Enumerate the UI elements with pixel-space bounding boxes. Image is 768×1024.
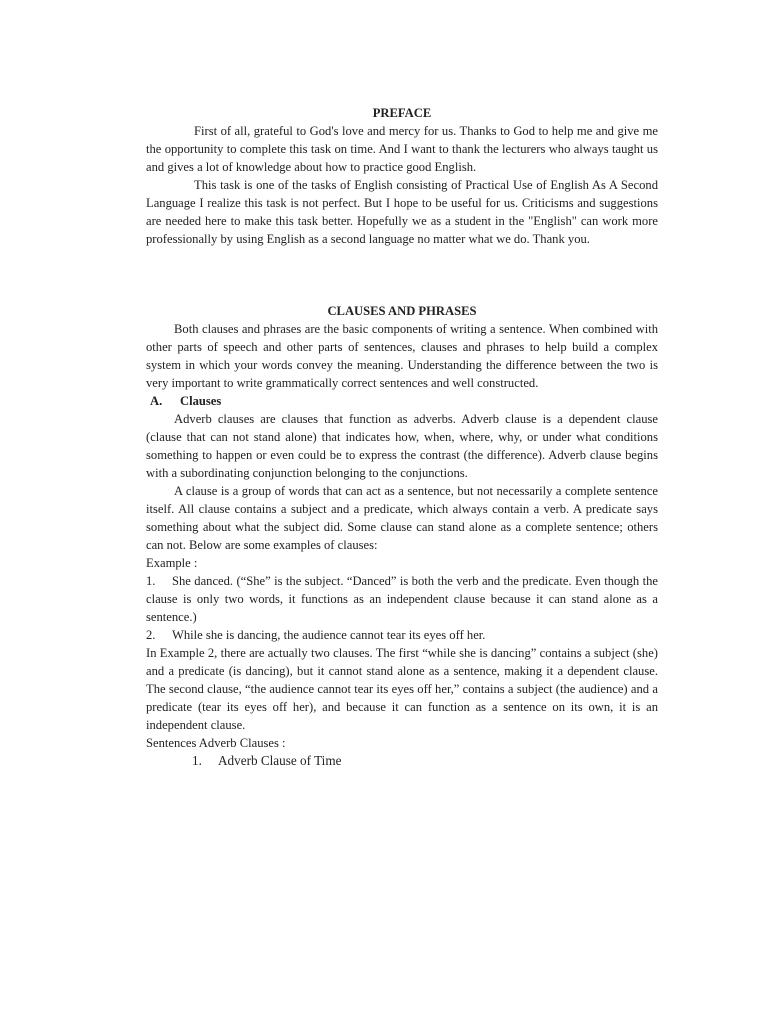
preface-title: PREFACE: [372, 106, 432, 120]
example-item-2-number: 2.: [146, 628, 156, 642]
example-explanation-paragraph: In Example 2, there are actually two clauses. The first “while she is dancing” contains a subject (she) and a predicate (is dancing), but it cannot stand alone as a sentence, making it a dependent clause. The second clause, “the audience cannot tear its eyes off her,” contains a subject (the audience) and a predicate (tear its eyes off her), and because it can function as a sentence on its own, it is an independent clause.: [146, 646, 658, 732]
section-a-heading: [146, 392, 658, 410]
adverb-clause-of-time-heading: [146, 752, 658, 770]
adverb-clause-of-time-label: Adverb Clause of Time: [218, 753, 342, 768]
example-item-2: [146, 626, 658, 644]
example-item-2-text: While she is dancing, the audience cannot tear its eyes off her.: [172, 628, 486, 642]
example-label: Example :: [146, 556, 198, 570]
section-a-label: Clauses: [180, 394, 222, 408]
clauses-phrases-title: CLAUSES AND PHRASES: [327, 304, 477, 318]
section-a-letter: A.: [150, 394, 163, 408]
sentences-adverb-clauses-label: Sentences Adverb Clauses :: [146, 736, 286, 750]
page-content: [146, 104, 658, 770]
clause-definition-paragraph: A clause is a group of words that can act as a sentence, but not necessarily a complete sentence itself. All clause contains a subject and a predicate, which always contain a verb. A predicate says something about what the subject did. Some clause can stand alone as a complete sentence; others can not. Below are some examples of clauses:: [146, 484, 658, 552]
preface-paragraph-1: First of all, grateful to God's love and mercy for us. Thanks to God to help me and give me the opportunity to complete this task on time. And I want to thank the lecturers who always taught us and gives a lot of knowledge about how to practice good English.: [146, 124, 658, 174]
preface-paragraph-2: This task is one of the tasks of English consisting of Practical Use of English As A Second Language I realize this task is not perfect. But I hope to be useful for us. Criticisms and suggestions are needed here to make this task better. Hopefully we as a student in the "English" can work more professionally by using English as a second language no matter what we do. Thank you.: [146, 178, 658, 246]
adverb-clauses-paragraph: Adverb clauses are clauses that function as adverbs. Adverb clause is a dependent clause (clause that can not stand alone) that indicates how, when, where, why, or under what conditions something to happen or even could be to express the contrast (the difference). Adverb clause begins with a subordinating conjunction belonging to the conjunctions.: [146, 412, 658, 480]
clauses-intro-paragraph: Both clauses and phrases are the basic components of writing a sentence. When combined with other parts of speech and other parts of sentences, clauses and phrases to help build a complex system in which your words convey the meaning. Understanding the difference between the two is very important to write grammatically correct sentences and well constructed.: [146, 322, 658, 390]
example-item-1-number: 1.: [146, 574, 156, 588]
adverb-clause-of-time-number: 1.: [192, 753, 202, 768]
example-item-1: [146, 572, 658, 626]
example-item-1-text: She danced. (“She” is the subject. “Danced” is both the verb and the predicate. Even though the clause is only two words, it functions as an independent clause because it can stand alone as a sentence.): [146, 574, 658, 624]
section-spacer: [146, 248, 658, 302]
